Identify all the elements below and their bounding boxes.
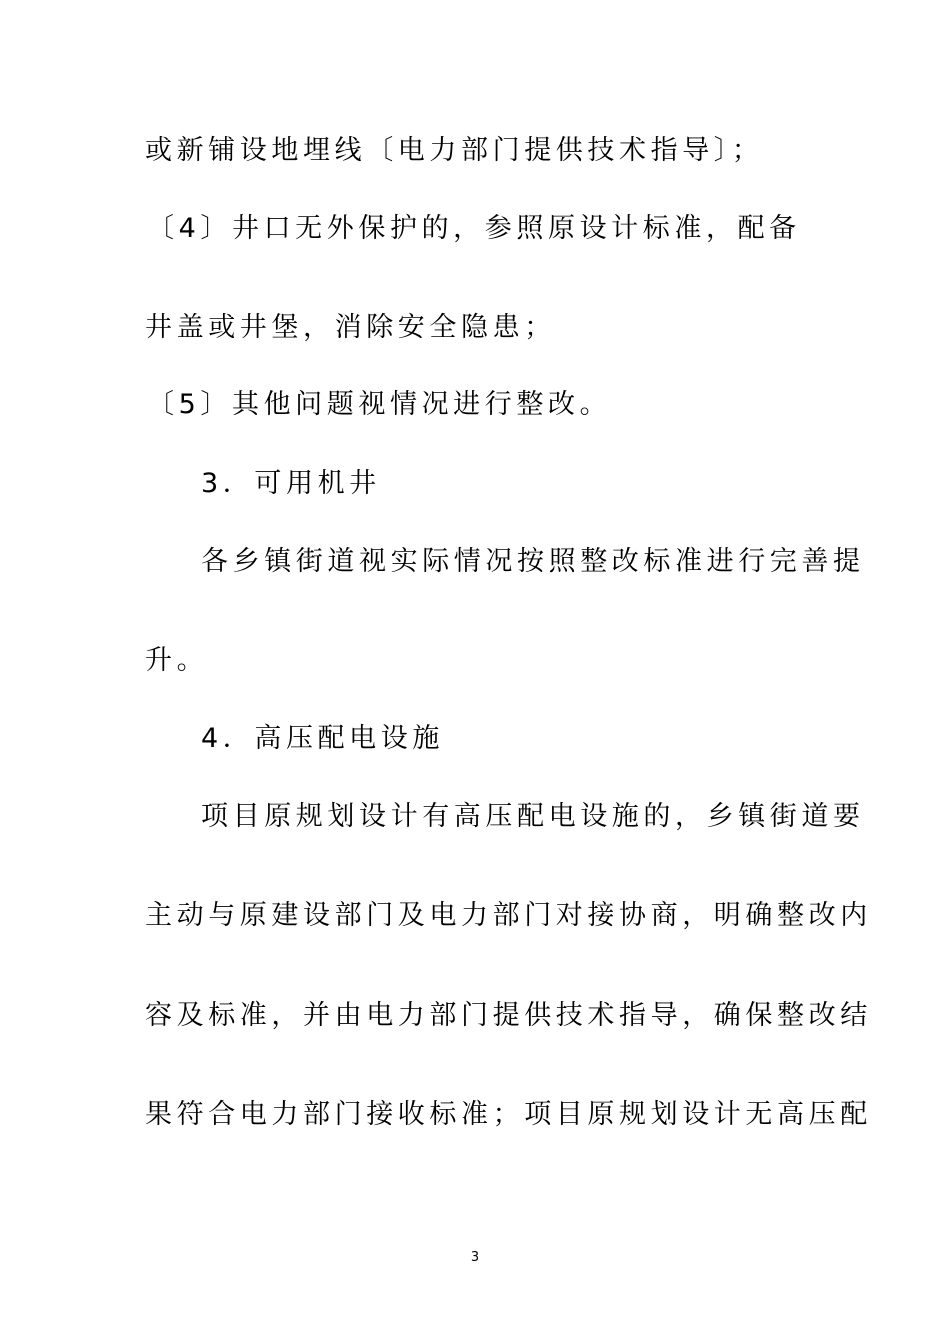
text-line: 〔5〕其他问题视情况进行整改。 (147, 389, 612, 420)
page-number: 3 (470, 1250, 480, 1265)
text-line: 果符合电力部门接收标准；项目原规划设计无高压配 (145, 1099, 872, 1130)
section-heading: 4．高压配电设施 (201, 723, 444, 754)
text-line: 升。 (145, 645, 209, 676)
text-line: 井盖或井堡，消除安全隐患； (145, 312, 556, 343)
text-line: 项目原规划设计有高压配电设施的，乡镇街道要 (201, 801, 865, 832)
section-heading: 3．可用机井 (201, 468, 381, 499)
text-line: 〔4〕井口无外保护的，参照原设计标准，配备 (147, 213, 801, 244)
text-line: 或新铺设地埋线〔电力部门提供技术指导〕； (145, 135, 764, 166)
text-line: 容及标准，并由电力部门提供技术指导，确保整改结 (145, 1000, 872, 1031)
text-line: 各乡镇街道视实际情况按照整改标准进行完善提 (201, 546, 865, 577)
text-line: 主动与原建设部门及电力部门对接协商，明确整改内 (145, 900, 872, 931)
